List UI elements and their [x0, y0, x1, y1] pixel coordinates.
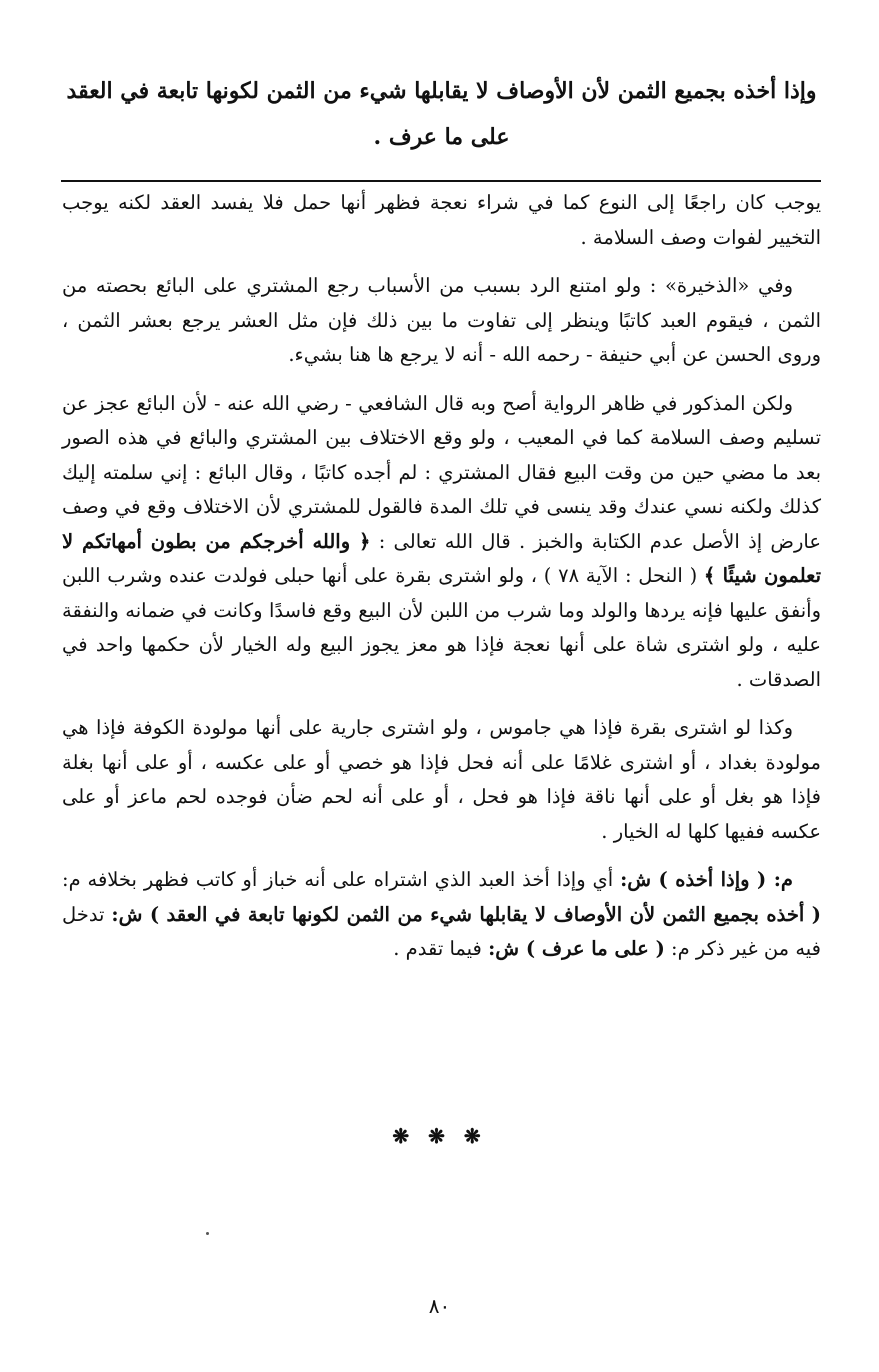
page-number: ٨٠ [428, 1294, 451, 1318]
sharh-text-1: أي وإذا أخذ العبد الذي اشتراه على أنه خباز أو كاتب فظهر بخلافه م: [62, 868, 614, 891]
scan-speck [206, 1232, 209, 1235]
matn-marker-1: م: ( وإذا أخذه ) ش: [620, 868, 794, 891]
sharh-text-3: فيما تقدم . [393, 937, 482, 960]
paragraph-4: وكذا لو اشترى بقرة فإذا هي جاموس ، ولو اشترى جارية على أنها مولودة الكوفة فإذا هي مولودة بغداد ، أو اشترى غلامًا على أنه فحل فإذا هو خصي أو على عكسه ، أو على أنها بغلة فإذا هو بغل أو على أنها ناقة فإذا هو فحل ، أو على أنه لحم ضأن فوجده لحم ماعز أو على عكسه ففيها كلها له الخيار . [62, 716, 821, 843]
section-separator: ❋ ❋ ❋ [392, 1124, 487, 1148]
paragraph-3-text-a: ولكن المذكور في ظاهر الرواية أصح وبه قال الشافعي - رضي الله عنه - لأن البائع عجز عن تسليم وصف السلامة كما في المعيب ، ولو وقع الاختلاف بين المشتري والبائع في هذه الصور بعد ما مضي حين من وقت البيع فقال المشتري : لم أجده كاتبًا ، وقال البائع : إني سلمته إليك كذلك ولكنه نسي عندك وقد ينسى في تلك المدة فالقول للمشتري لأن الاختلاف وقع في وصف عارض إذ الأصل عدم الكتابة والخبز . قال الله تعالى : [62, 391, 822, 553]
paragraph-3-text-b: ( النحل : الآية ٧٨ ) ، ولو اشترى بقرة على أنها حبلى فولدت عنده وشرب اللبن وأنفق عليها فإنه يردها والولد وما شرب من اللبن لأن البيع وقع فاسدًا وكانت في ضمانه والنفقة عليه ، ولو اشترى شاة على أنها نعجة فإذا هو معز يجوز البيع وله الخيار لأن حكمها واحد في الصدقات . [62, 564, 821, 691]
paragraph-5 [62, 863, 821, 967]
matn-marker-3: ( على ما عرف ) ش: [488, 937, 665, 960]
quran-verse: ﴿ والله أخرجكم من بطون أمهاتكم لا تعلمون شيئًا ﴾ [62, 529, 821, 587]
paragraph-2: وفي «الذخيرة» : ولو امتنع الرد بسبب من الأسباب رجع المشتري على البائع بحصته من الثمن ، فيقوم العبد كاتبًا وينظر إلى تفاوت ما بين ذلك فإن مثل العشر يرجع بعشر الثمن ، وروى الحسن عن أبي حنيفة - رحمه الله - أنه لا يرجع ها هنا بشيء. [62, 274, 821, 366]
matn-marker-2: ( أخذه بجميع الثمن لأن الأوصاف لا يقابلها شيء من الثمن لكونها تابعة في العقد ) ش: [111, 902, 821, 926]
paragraph-3 [62, 387, 821, 698]
main-text: وإذا أخذه بجميع الثمن لأن الأوصاف لا يقابلها شيء من الثمن لكونها تابعة في العقد على ما عرف . [66, 78, 817, 150]
divider-line [61, 180, 821, 182]
paragraph-1: يوجب كان راجعًا إلى النوع كما في شراء نعجة فظهر أنها حمل فلا يفسد العقد لكنه يوجب التخيير لفوات وصف السلامة . [62, 191, 821, 249]
sharh-text-2: تدخل فيه من غير ذكر م: [62, 902, 821, 960]
commentary [62, 186, 821, 981]
